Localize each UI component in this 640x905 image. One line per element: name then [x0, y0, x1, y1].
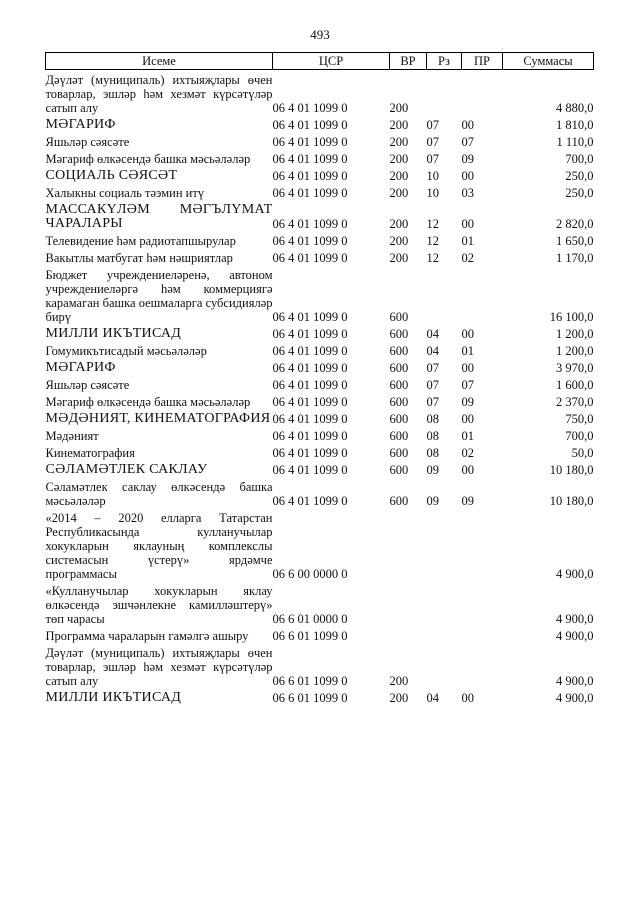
row-vr: 200	[389, 251, 409, 265]
row-pr: 00	[461, 169, 474, 183]
row-pr: 00	[461, 327, 474, 341]
row-pr: 09	[461, 152, 474, 166]
row-name: Мәгариф өлкәсендә башка мәсьәләләр	[45, 152, 251, 166]
row-pr	[462, 581, 503, 626]
row-code: 06 6 01 1099 0	[272, 691, 348, 705]
row-rz: 09	[426, 463, 439, 477]
table-row	[46, 265, 594, 324]
table-row	[46, 358, 594, 375]
table-row	[46, 443, 594, 460]
row-sum: 700,0	[565, 429, 594, 443]
row-pr	[462, 643, 503, 688]
row-pr	[462, 265, 503, 324]
row-sum: 4 900,0	[556, 612, 594, 626]
row-name: СОЦИАЛЬ СӘЯСӘТ	[45, 168, 178, 183]
row-rz	[427, 643, 462, 688]
row-pr: 07	[461, 135, 474, 149]
row-vr	[390, 581, 427, 626]
row-vr: 600	[389, 463, 409, 477]
table-row	[46, 341, 594, 358]
table-row	[46, 149, 594, 166]
row-code: 06 6 01 1099 0	[272, 629, 348, 643]
row-code: 06 4 01 1099 0	[272, 169, 348, 183]
table-row	[46, 132, 594, 149]
table-row	[46, 581, 594, 626]
row-name: Яшьләр сәясәте	[45, 378, 130, 392]
row-sum: 250,0	[565, 186, 594, 200]
row-name: «Кулланучылар хокукларын яклау өлкәсендә эшчәнлекне камилләштерү» төп чарасы	[45, 584, 273, 626]
row-sum: 1 650,0	[556, 234, 594, 248]
row-name: Халыкны социаль тәэмин итү	[45, 186, 205, 200]
row-rz	[427, 626, 462, 643]
budget-table	[45, 52, 594, 705]
row-name: Бюджет учреждениеләренә, автоном учреждениеләргә һәм коммерциягә карамаган башка оешмаларга субсидияләр бирү	[45, 268, 273, 324]
row-rz: 08	[426, 412, 439, 426]
row-sum: 1 200,0	[556, 327, 594, 341]
row-name: МӘДӘНИЯТ, КИНЕМАТОГРАФИЯ	[45, 411, 271, 426]
table-row	[46, 477, 594, 508]
row-pr: 00	[461, 412, 474, 426]
table-row	[46, 375, 594, 392]
row-code: 06 6 00 0000 0	[272, 567, 348, 581]
row-rz	[427, 265, 462, 324]
row-code: 06 4 01 1099 0	[272, 101, 348, 115]
row-sum: 4 900,0	[556, 629, 594, 643]
row-name: Гомумикътисадый мәсьәләләр	[45, 344, 207, 358]
row-code: 06 4 01 1099 0	[272, 446, 348, 460]
header-vr: ВР	[390, 53, 427, 70]
row-vr: 200	[389, 691, 409, 705]
table-row	[46, 248, 594, 265]
row-pr: 00	[461, 118, 474, 132]
row-name: МАССАКҮЛӘМ МӘГЪЛҮМАТ ЧАРАЛАРЫ	[45, 202, 273, 231]
row-sum: 1 200,0	[556, 344, 594, 358]
row-name: Дәүләт (муниципаль) ихтыяҗлары өчен товарлар, эшләр һәм хезмәт күрсәтүләр сатып алу	[45, 646, 273, 688]
row-code: 06 4 01 1099 0	[272, 395, 348, 409]
table-header-row	[46, 53, 594, 70]
row-rz: 08	[426, 446, 439, 460]
page-number: 493	[310, 27, 330, 42]
row-rz: 09	[426, 494, 439, 508]
row-sum: 4 880,0	[556, 101, 594, 115]
row-vr: 200	[389, 217, 409, 231]
row-rz	[427, 70, 462, 116]
row-name: МИЛЛИ ИКЪТИСАД	[45, 326, 182, 341]
row-code: 06 4 01 1099 0	[272, 152, 348, 166]
row-pr: 00	[461, 463, 474, 477]
row-name: Дәүләт (муниципаль) ихтыяҗлары өчен товарлар, эшләр һәм хезмәт күрсәтүләр сатып алу	[45, 73, 273, 115]
row-code: 06 4 01 1099 0	[272, 251, 348, 265]
table-row	[46, 426, 594, 443]
row-rz: 07	[426, 152, 439, 166]
row-name: Телевидение һәм радиотапшырулар	[45, 234, 236, 248]
row-code: 06 4 01 1099 0	[272, 217, 348, 231]
table-row	[46, 688, 594, 705]
row-code: 06 4 01 1099 0	[272, 494, 348, 508]
row-sum: 1 810,0	[556, 118, 594, 132]
row-vr: 600	[389, 446, 409, 460]
row-code: 06 4 01 1099 0	[272, 118, 348, 132]
row-sum: 10 180,0	[549, 463, 594, 477]
row-name: Кинематография	[45, 446, 135, 460]
row-sum: 3 970,0	[556, 361, 594, 375]
row-vr: 600	[389, 429, 409, 443]
row-name: Яшьләр сәясәте	[45, 135, 130, 149]
row-pr: 02	[461, 446, 474, 460]
table-row	[46, 200, 594, 231]
row-vr: 600	[389, 412, 409, 426]
row-rz: 07	[426, 361, 439, 375]
row-name: «2014 – 2020 елларга Татарстан Республикасында кулланучылар хокукларын яклауның комплекслы системасын үстерү» ярдәмче программасы	[45, 511, 273, 581]
row-name: Мәгариф өлкәсендә башка мәсьәләләр	[45, 395, 251, 409]
row-name: МӘГАРИФ	[45, 117, 116, 132]
row-sum: 10 180,0	[549, 494, 594, 508]
row-code: 06 4 01 1099 0	[272, 463, 348, 477]
row-rz: 04	[426, 691, 439, 705]
table-row	[46, 324, 594, 341]
row-vr: 200	[389, 186, 409, 200]
row-sum: 1 600,0	[556, 378, 594, 392]
row-vr: 200	[389, 101, 409, 115]
row-sum: 2 370,0	[556, 395, 594, 409]
row-code: 06 4 01 1099 0	[272, 361, 348, 375]
row-code: 06 6 01 0000 0	[272, 612, 348, 626]
row-vr: 200	[389, 152, 409, 166]
table-row	[46, 626, 594, 643]
row-code: 06 4 01 1099 0	[272, 186, 348, 200]
row-name: МИЛЛИ ИКЪТИСАД	[45, 690, 182, 705]
row-code: 06 4 01 1099 0	[272, 327, 348, 341]
table-row	[46, 231, 594, 248]
row-vr: 600	[389, 327, 409, 341]
table-row	[46, 70, 594, 116]
row-sum: 750,0	[565, 412, 594, 426]
row-vr: 600	[389, 310, 409, 324]
row-rz	[427, 508, 462, 581]
table-row	[46, 460, 594, 477]
row-pr: 02	[461, 251, 474, 265]
table-row	[46, 115, 594, 132]
row-vr: 200	[389, 674, 409, 688]
row-sum: 16 100,0	[549, 310, 594, 324]
row-rz: 04	[426, 344, 439, 358]
header-code: ЦСР	[273, 53, 390, 70]
table-row	[46, 392, 594, 409]
table-row	[46, 166, 594, 183]
row-vr: 200	[389, 118, 409, 132]
row-rz: 07	[426, 135, 439, 149]
row-rz	[427, 581, 462, 626]
row-pr: 01	[461, 344, 474, 358]
row-pr: 00	[461, 217, 474, 231]
row-pr	[462, 508, 503, 581]
table-row	[46, 643, 594, 688]
row-vr: 600	[389, 361, 409, 375]
row-vr: 600	[389, 378, 409, 392]
row-sum: 1 110,0	[556, 135, 594, 149]
header-name: Исеме	[46, 53, 273, 70]
row-pr: 01	[461, 234, 474, 248]
row-pr: 09	[461, 395, 474, 409]
row-rz: 12	[426, 234, 439, 248]
row-code: 06 4 01 1099 0	[272, 310, 348, 324]
row-rz: 07	[426, 118, 439, 132]
row-vr: 200	[389, 234, 409, 248]
row-name: СӘЛАМӘТЛЕК САКЛАУ	[45, 462, 208, 477]
row-vr: 200	[389, 169, 409, 183]
row-rz: 04	[426, 327, 439, 341]
row-pr: 03	[461, 186, 474, 200]
row-code: 06 4 01 1099 0	[272, 429, 348, 443]
row-rz: 12	[426, 217, 439, 231]
row-pr	[462, 626, 503, 643]
row-name: Мәдәният	[45, 429, 99, 443]
row-rz: 07	[426, 378, 439, 392]
row-sum: 50,0	[571, 446, 594, 460]
row-code: 06 4 01 1099 0	[272, 378, 348, 392]
row-sum: 4 900,0	[556, 691, 594, 705]
row-code: 06 4 01 1099 0	[272, 135, 348, 149]
row-pr: 00	[461, 691, 474, 705]
row-name: МӘГАРИФ	[45, 360, 116, 375]
row-name: Программа чараларын гамәлгә ашыру	[45, 629, 249, 643]
row-name: Сәламәтлек саклау өлкәсендә башка мәсьәләләр	[45, 480, 273, 508]
row-code: 06 6 01 1099 0	[272, 674, 348, 688]
header-rz: Рз	[427, 53, 462, 70]
row-rz: 10	[426, 186, 439, 200]
row-vr: 600	[389, 494, 409, 508]
row-name: Вакытлы матбугат һәм нәшриятлар	[45, 251, 233, 265]
row-sum: 4 900,0	[556, 567, 594, 581]
table-row	[46, 409, 594, 426]
row-code: 06 4 01 1099 0	[272, 344, 348, 358]
row-vr: 600	[389, 344, 409, 358]
row-vr	[390, 508, 427, 581]
row-rz: 08	[426, 429, 439, 443]
header-pr: ПР	[462, 53, 503, 70]
row-vr: 600	[389, 395, 409, 409]
row-pr: 00	[461, 361, 474, 375]
row-code: 06 4 01 1099 0	[272, 412, 348, 426]
row-sum: 1 170,0	[556, 251, 594, 265]
row-pr: 07	[461, 378, 474, 392]
row-rz: 10	[426, 169, 439, 183]
row-sum: 2 820,0	[556, 217, 594, 231]
row-pr	[462, 70, 503, 116]
row-sum: 700,0	[565, 152, 594, 166]
row-pr: 01	[461, 429, 474, 443]
table-row	[46, 508, 594, 581]
row-sum: 250,0	[565, 169, 594, 183]
row-code: 06 4 01 1099 0	[272, 234, 348, 248]
table-row	[46, 183, 594, 200]
header-sum: Суммасы	[503, 53, 594, 70]
row-sum: 4 900,0	[556, 674, 594, 688]
row-vr	[390, 626, 427, 643]
row-rz: 07	[426, 395, 439, 409]
row-rz: 12	[426, 251, 439, 265]
row-vr: 200	[389, 135, 409, 149]
row-pr: 09	[461, 494, 474, 508]
